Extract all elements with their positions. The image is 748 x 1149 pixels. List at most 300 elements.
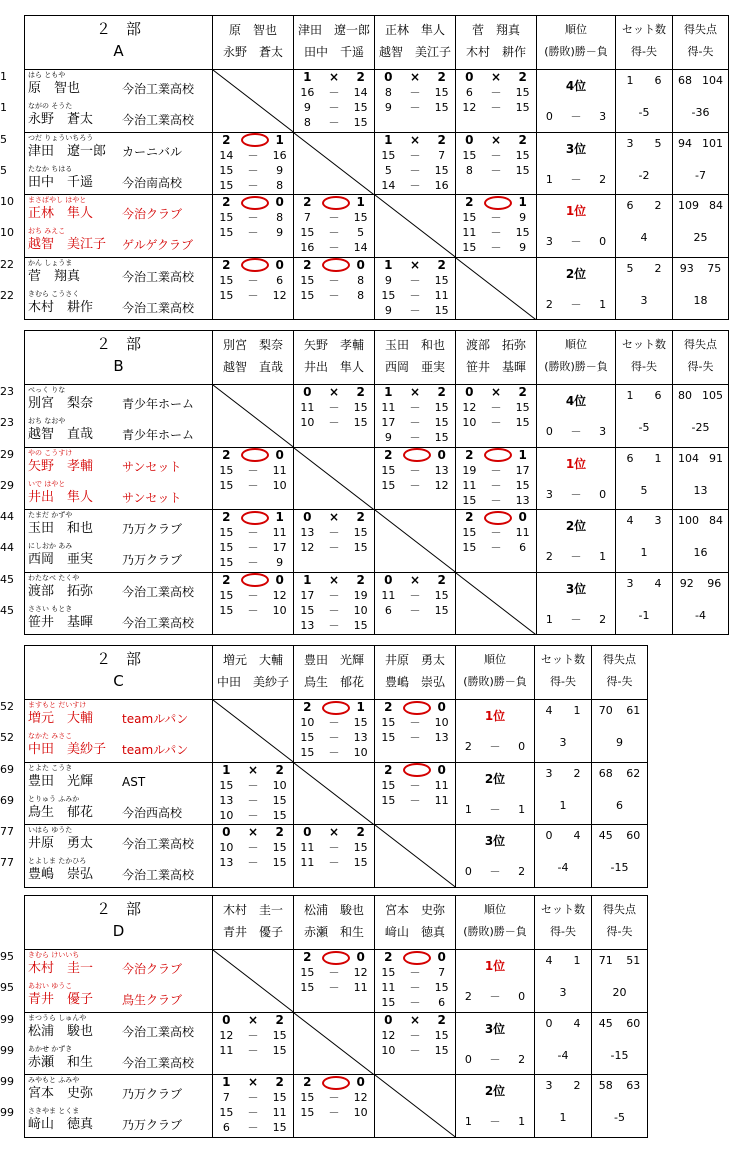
match-summary xyxy=(456,510,536,525)
pair-header-1 xyxy=(213,331,294,385)
set-points-against: 15 xyxy=(515,101,530,114)
table-row xyxy=(25,825,648,888)
dash: － xyxy=(409,86,421,99)
set-points-against: 12 xyxy=(434,478,449,492)
win-circle-icon xyxy=(322,951,350,965)
pair-cell xyxy=(25,825,213,888)
win-loss xyxy=(537,425,615,438)
sets-header-line2: 得-失 xyxy=(631,45,657,58)
set-points-for: 9 xyxy=(384,273,392,287)
rank-header-line1: 順位 xyxy=(565,338,587,351)
sets-for: 6 xyxy=(626,199,634,212)
set-score xyxy=(375,965,455,980)
dash: － xyxy=(409,178,421,192)
set-points-against: 9 xyxy=(276,226,284,239)
points-cell xyxy=(673,510,729,573)
self-match-cell xyxy=(375,825,456,888)
rank-cell xyxy=(456,762,535,825)
points-header xyxy=(673,331,729,385)
sets-for-against xyxy=(535,1017,591,1030)
loss-cross-icon: × xyxy=(490,385,502,399)
player-kana: ますもと だいすけ xyxy=(28,701,87,709)
games-won: 1 xyxy=(384,385,393,399)
dash: － xyxy=(247,841,259,854)
set-score xyxy=(294,745,374,760)
set-points-against: 15 xyxy=(272,1043,287,1057)
match-result xyxy=(213,133,293,193)
player-kana: あかせ かずき xyxy=(28,1044,73,1053)
table-row xyxy=(25,132,729,195)
games-lost: 1 xyxy=(356,700,365,714)
set-points-against: 15 xyxy=(434,431,449,444)
loss-cross-icon: × xyxy=(409,385,421,399)
games-won: 2 xyxy=(384,762,393,777)
points-against: 75 xyxy=(707,261,722,275)
wins: 3 xyxy=(545,235,553,248)
match-cell xyxy=(213,762,294,825)
player-name: 井原 勇太 xyxy=(28,836,94,851)
set-points-against: 13 xyxy=(515,493,530,507)
match-summary xyxy=(375,573,455,588)
win-circle-icon xyxy=(484,448,508,463)
match-result xyxy=(375,258,455,318)
player-kana: まつうら しゅんや xyxy=(28,1013,87,1022)
match-result xyxy=(375,385,455,445)
set-points-for: 13 xyxy=(219,793,234,807)
rank-header xyxy=(456,646,535,700)
dash: － xyxy=(490,478,502,492)
set-score xyxy=(456,148,536,163)
set-score xyxy=(375,715,455,730)
games-won: 0 xyxy=(384,1012,393,1027)
set-points-for: 15 xyxy=(219,588,234,602)
win-loss xyxy=(537,173,615,186)
set-points-against: 10 xyxy=(434,716,449,729)
games-lost: 2 xyxy=(275,762,284,777)
win-circle-icon xyxy=(241,258,269,272)
dash: － xyxy=(328,211,340,224)
pair-header-player-a: 別宮 梨奈 xyxy=(222,338,283,352)
dash: － xyxy=(490,526,502,539)
rank-value: 3位 xyxy=(565,141,587,156)
loss-cross-icon: × xyxy=(328,510,340,524)
set-points-for: 12 xyxy=(381,1028,396,1042)
pair-header-player-a: 正林 隼人 xyxy=(384,23,445,37)
set-points-for: 15 xyxy=(300,288,315,302)
set-points-against: 15 xyxy=(353,401,368,414)
dash: － xyxy=(490,148,502,162)
player-name: 松浦 駿也 xyxy=(28,1023,94,1039)
sets-header-line1: セット数 xyxy=(622,23,666,36)
games-lost: 2 xyxy=(437,70,446,84)
match-cell xyxy=(375,70,456,133)
win-loss xyxy=(537,613,615,626)
set-points-for: 15 xyxy=(219,163,234,177)
match-summary xyxy=(375,1013,455,1028)
player-kana: さきやま とくま xyxy=(28,1107,80,1115)
points-diff: 20 xyxy=(612,986,627,999)
win-circle-icon xyxy=(484,510,508,525)
division-label: ２ 部 xyxy=(95,20,141,38)
match-summary xyxy=(294,195,374,210)
set-points-for: 16 xyxy=(300,241,315,254)
set-points-against: 15 xyxy=(353,618,368,632)
set-points-for: 10 xyxy=(219,808,234,822)
set-points-for: 15 xyxy=(381,966,396,979)
sets-diff: -4 xyxy=(557,861,569,874)
set-points-against: 11 xyxy=(434,778,449,792)
self-match-cell xyxy=(294,762,375,825)
set-points-against: 15 xyxy=(434,1043,449,1057)
dash: － xyxy=(570,487,582,501)
dash: － xyxy=(489,1115,501,1128)
sets-diff: 5 xyxy=(640,483,648,497)
sets-against: 1 xyxy=(573,704,581,717)
sets-header-line1: セット数 xyxy=(541,903,585,916)
win-circle-icon xyxy=(403,763,431,777)
table-row xyxy=(25,1075,648,1138)
sets-for: 1 xyxy=(626,389,634,402)
set-points-for: 15 xyxy=(219,541,234,554)
set-points-for: 15 xyxy=(300,981,315,994)
loss-cross-icon: × xyxy=(490,70,502,84)
set-score xyxy=(213,210,293,225)
set-score xyxy=(294,85,374,100)
seed-number: 10 xyxy=(0,226,14,239)
player-club: 今治クラブ xyxy=(122,962,183,976)
player-name: 鳥生 郁花 xyxy=(28,804,94,820)
match-cell xyxy=(375,950,456,1013)
points-diff: -15 xyxy=(610,861,629,874)
set-score xyxy=(375,995,455,1010)
rank-header-line1: 順位 xyxy=(484,653,506,666)
pair-header-names xyxy=(213,16,293,63)
win-circle-icon xyxy=(484,195,508,210)
player-club: teamルパン xyxy=(122,743,189,757)
division-label: ２ 部 xyxy=(95,650,141,668)
match-summary xyxy=(375,700,455,715)
pair-header-names xyxy=(375,896,455,943)
sets-cell xyxy=(616,385,673,448)
dash: － xyxy=(409,716,421,729)
dash: － xyxy=(328,731,340,744)
player-club: AST xyxy=(122,774,146,789)
sets-cell xyxy=(535,700,592,763)
win-circle-icon xyxy=(241,133,265,148)
diagonal-slash xyxy=(375,825,456,887)
match-summary xyxy=(375,70,455,85)
dash: － xyxy=(409,1028,421,1042)
pair-header-player-b: 青井 優子 xyxy=(222,925,283,939)
games-won: 2 xyxy=(222,510,231,524)
points-for: 80 xyxy=(678,389,692,402)
sets-header-text xyxy=(535,896,591,943)
dash: － xyxy=(328,981,340,994)
rank-value: 2位 xyxy=(565,266,587,281)
games-lost: 1 xyxy=(356,195,365,209)
pair-cell xyxy=(25,950,213,1013)
match-summary xyxy=(213,510,293,525)
set-score xyxy=(375,1028,455,1043)
player-club: 青少年ホーム xyxy=(122,428,195,442)
set-points-for: 11 xyxy=(300,401,315,414)
pair-header-player-a: 松浦 駿也 xyxy=(303,903,364,917)
pair-header-player-a: 豊田 光輝 xyxy=(303,653,364,667)
win-circle-icon xyxy=(322,258,346,273)
games-lost: 0 xyxy=(275,195,284,209)
set-points-against: 15 xyxy=(353,526,368,539)
points-for: 58 xyxy=(598,1079,613,1092)
games-lost: 2 xyxy=(356,385,365,399)
pair-header-names xyxy=(375,331,455,378)
match-cell xyxy=(294,1075,375,1138)
win-circle-icon xyxy=(241,448,265,463)
games-lost: 1 xyxy=(275,132,284,147)
pair-header-names xyxy=(294,331,374,378)
games-won: 2 xyxy=(222,195,231,209)
sets-diff: 3 xyxy=(640,293,648,307)
dash: － xyxy=(409,731,421,744)
table-row xyxy=(25,950,648,1013)
set-score xyxy=(294,400,374,415)
dash: － xyxy=(490,401,502,414)
set-points-for: 10 xyxy=(219,841,234,854)
set-score xyxy=(294,225,374,240)
set-score xyxy=(375,463,455,478)
dash: － xyxy=(409,288,421,302)
dash: － xyxy=(247,226,259,239)
set-points-for: 15 xyxy=(219,478,234,492)
set-points-for: 10 xyxy=(300,416,315,429)
set-points-against: 14 xyxy=(353,86,368,99)
games-lost: 2 xyxy=(275,1012,284,1027)
points-for-against xyxy=(592,829,647,842)
player-kana: きむら こうさく xyxy=(28,289,80,298)
dash: － xyxy=(328,588,340,602)
set-score xyxy=(375,980,455,995)
games-lost: 2 xyxy=(356,510,365,524)
win-circle-icon xyxy=(322,195,346,210)
set-points-for: 11 xyxy=(381,981,396,994)
points-header-line2: 得-失 xyxy=(606,925,633,938)
rank-header xyxy=(537,16,616,70)
dash: － xyxy=(490,541,502,554)
pair-header-player-b: 越智 直哉 xyxy=(222,360,283,374)
player-name: 木村 圭一 xyxy=(28,961,94,976)
sets-for-against xyxy=(616,577,672,590)
win-loss xyxy=(537,550,615,563)
sets-header-text xyxy=(535,646,591,693)
points-against: 84 xyxy=(709,514,723,527)
wins: 0 xyxy=(464,865,472,878)
games-won: 1 xyxy=(303,70,312,84)
loss-cross-icon: × xyxy=(409,572,421,587)
set-score xyxy=(375,273,455,288)
match-cell xyxy=(456,447,537,510)
match-summary xyxy=(294,70,374,85)
rank-value: 3位 xyxy=(565,581,587,596)
player-club: 乃万クラブ xyxy=(122,522,183,536)
set-points-against: 10 xyxy=(353,1106,368,1119)
set-points-against: 12 xyxy=(272,288,287,302)
pair-header-1 xyxy=(213,646,294,700)
rank-cell xyxy=(537,572,616,635)
set-score xyxy=(456,463,536,478)
set-points-for: 15 xyxy=(219,463,234,477)
match-summary xyxy=(213,1013,293,1028)
games-won: 1 xyxy=(222,762,231,777)
pair-header-player-b: 豊嶋 崇弘 xyxy=(384,675,445,689)
set-points-for: 13 xyxy=(219,856,234,869)
set-points-for: 15 xyxy=(219,603,234,617)
set-score xyxy=(456,240,536,255)
player-club: 今治工業高校 xyxy=(122,1055,195,1070)
sets-against: 3 xyxy=(654,514,662,527)
set-points-for: 15 xyxy=(381,996,396,1009)
match-result xyxy=(375,763,455,808)
player-kana: ながの そうた xyxy=(28,102,73,110)
pair-header-3 xyxy=(375,331,456,385)
points-against: 104 xyxy=(702,74,723,87)
points-for-against xyxy=(592,767,647,780)
sets-for-against xyxy=(616,452,672,465)
match-cell xyxy=(375,572,456,635)
player-kana: べっく りな xyxy=(28,386,66,394)
games-won: 2 xyxy=(465,447,474,462)
pair-cell xyxy=(25,572,213,635)
games-won: 2 xyxy=(303,1075,312,1089)
player-name: 中田 美紗子 xyxy=(28,742,107,757)
win-circle-icon xyxy=(322,701,350,715)
self-match-cell xyxy=(375,510,456,573)
dash: － xyxy=(409,966,421,979)
set-points-against: 19 xyxy=(353,588,368,602)
match-cell xyxy=(375,447,456,510)
set-points-against: 11 xyxy=(272,1106,287,1119)
set-points-for: 15 xyxy=(381,731,396,744)
loss-cross-icon: × xyxy=(247,1012,259,1027)
wins: 1 xyxy=(545,612,553,626)
set-points-for: 13 xyxy=(300,526,315,539)
set-points-for: 10 xyxy=(300,716,315,729)
seed-number: 77 xyxy=(0,856,14,869)
rank-value: 2位 xyxy=(565,519,587,533)
points-cell xyxy=(673,132,729,195)
set-score xyxy=(294,855,374,870)
pair-header-4 xyxy=(456,16,537,70)
pair-header-player-a: 木村 圭一 xyxy=(222,903,283,917)
set-points-against: 15 xyxy=(515,416,530,429)
match-summary xyxy=(375,133,455,148)
set-score xyxy=(375,415,455,430)
wins: 0 xyxy=(545,425,553,438)
games-lost: 0 xyxy=(518,510,527,524)
set-points-against: 6 xyxy=(438,996,446,1009)
games-lost: 1 xyxy=(275,510,284,524)
match-cell xyxy=(213,572,294,635)
table-row xyxy=(25,762,648,825)
match-result xyxy=(213,573,293,618)
diagonal-slash xyxy=(375,195,456,257)
dash: － xyxy=(489,802,501,816)
player-name: 増元 大輔 xyxy=(28,711,94,726)
set-points-against: 15 xyxy=(353,716,368,729)
seed-number: 77 xyxy=(0,825,14,838)
match-cell xyxy=(375,700,456,763)
diagonal-slash xyxy=(294,763,375,825)
points-for: 93 xyxy=(679,261,694,275)
rank-cell xyxy=(537,132,616,195)
dash: － xyxy=(328,1091,340,1104)
points-for: 71 xyxy=(598,954,613,967)
sets-cell xyxy=(616,195,673,258)
seed-number: 10 xyxy=(0,195,14,208)
match-summary xyxy=(456,448,536,463)
set-points-against: 13 xyxy=(434,731,449,744)
match-result xyxy=(456,195,536,255)
player-name: 青井 優子 xyxy=(28,992,94,1007)
set-points-against: 15 xyxy=(434,163,449,177)
games-lost: 0 xyxy=(437,950,446,964)
pair-cell xyxy=(25,510,213,573)
dash: － xyxy=(328,288,340,302)
set-points-for: 15 xyxy=(219,178,234,192)
games-won: 2 xyxy=(303,257,312,272)
points-header xyxy=(592,896,648,950)
points-header-text xyxy=(592,896,647,943)
match-result xyxy=(213,258,293,303)
set-points-for: 15 xyxy=(219,556,234,569)
set-points-against: 15 xyxy=(515,148,530,162)
set-points-against: 8 xyxy=(276,211,284,224)
set-points-for: 15 xyxy=(219,273,234,287)
player-kana: やの こうすけ xyxy=(28,448,73,457)
pair-header-2 xyxy=(294,331,375,385)
seed-number: 22 xyxy=(0,257,14,271)
pair-header-1 xyxy=(213,16,294,70)
win-circle-icon xyxy=(322,950,346,965)
set-score xyxy=(375,588,455,603)
set-score xyxy=(213,603,293,618)
points-diff: 18 xyxy=(693,293,708,307)
loss-cross-icon: × xyxy=(328,70,340,84)
set-points-for: 15 xyxy=(300,226,315,239)
rank-header xyxy=(456,896,535,950)
games-lost: 2 xyxy=(356,70,365,84)
set-points-against: 15 xyxy=(515,478,530,492)
group-a-table xyxy=(24,15,729,320)
wins: 0 xyxy=(545,110,553,123)
win-circle-icon xyxy=(241,133,269,147)
seed-number: 95 xyxy=(0,950,14,963)
points-cell xyxy=(673,257,729,320)
sets-against: 2 xyxy=(654,199,662,212)
pair-header-4 xyxy=(456,331,537,385)
self-match-cell xyxy=(456,572,537,635)
self-match-cell xyxy=(213,385,294,448)
set-points-against: 11 xyxy=(353,981,368,994)
seed-number: 44 xyxy=(0,510,14,523)
sets-for: 3 xyxy=(626,136,634,150)
set-points-for: 9 xyxy=(303,101,311,114)
set-score xyxy=(213,1043,293,1058)
points-diff: 13 xyxy=(693,483,708,497)
pair-cell xyxy=(25,447,213,510)
sets-diff: 1 xyxy=(640,546,648,559)
player-name: 木村 耕作 xyxy=(28,299,94,315)
match-cell xyxy=(294,950,375,1013)
player-club: サンセット xyxy=(122,490,182,505)
